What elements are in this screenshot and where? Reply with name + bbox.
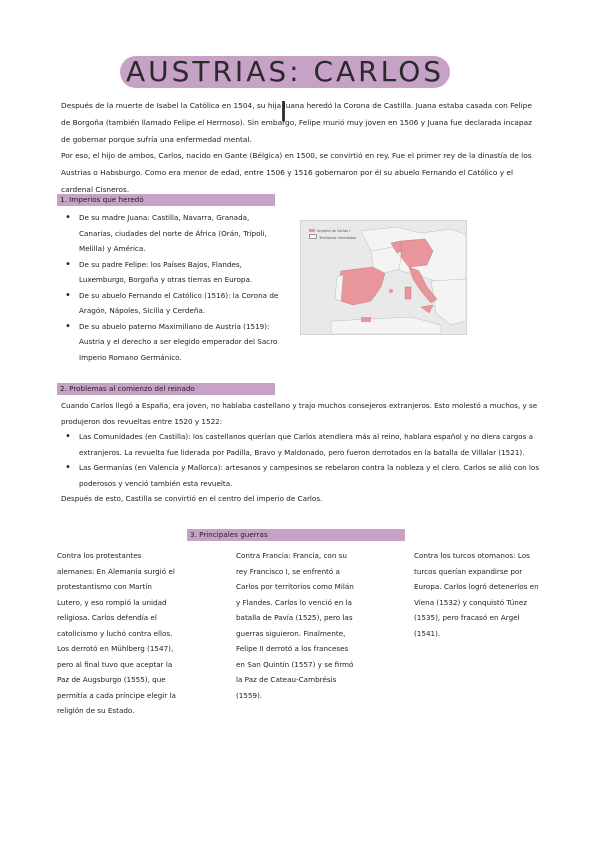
- list-item: • Las Germanías (en Valencia y Mallorca): artesanos y campesinos se rebelaron contra la nobleza y el clero. Carlos se alió con los poderosos y venció también esta revuelta.: [61, 460, 541, 491]
- map-region-sardinia: [405, 287, 411, 299]
- intro-paragraph-2: Por eso, el hijo de ambos, Carlos, nacido en Gante (Bélgica) en 1500, se convirtió en rey. Fue el primer rey de la dinastía de los Austrias o Habsburgo. Como era menor de edad, entre 1506 y 1516 gobernaron por él su abuelo Fernando el Católico y el cardenal Cisneros.: [61, 151, 532, 194]
- page-title: AUSTRIAS: CARLOS I: [125, 55, 445, 128]
- section-2-header: 2. Problemas al comienzo del reinado: [57, 383, 275, 395]
- map-region-balearics: [389, 289, 393, 293]
- section-2-body: [61, 398, 541, 507]
- list-item: • De su madre Juana: Castilla, Navarra, Granada, Canarias, ciudades del norte de África (Orán, Trípoli, Melilla) y América.: [63, 210, 281, 257]
- revolts-list: [61, 429, 541, 491]
- map-region-oran: [361, 317, 371, 322]
- legend-swatch: [309, 229, 315, 232]
- legend-entry: Imperio de Carlos I: [309, 229, 356, 234]
- list-item: • De su abuelo Fernando el Católico (1516): la Corona de Aragón, Nápoles, Sicilia y Cerdeña.: [63, 288, 281, 319]
- section-2-outro: Después de esto, Castilla se convirtió en el centro del imperio de Carlos.: [61, 494, 323, 503]
- inheritance-list: [63, 210, 281, 365]
- wars-column-turks: Contra los turcos otomanos: Los turcos querían expandirse por Europa. Carlos logró detenerlos en Viena (1532) y conquistó Túnez (1535), pero fracasó en Argel (1541).: [414, 551, 539, 638]
- intro-text: [61, 98, 541, 199]
- list-item: • Las Comunidades (en Castilla): los castellanos querían que Carlos atendiera más al reino, hablara español y no diera cargos a extranjeros. La revuelta fue liderada por Padilla, Bravo y Maldonado, pero fueron derrotados en la batalla de Villalar (1521).: [61, 429, 541, 460]
- section-2-intro: Cuando Carlos llegó a España, era joven, no hablaba castellano y trajo muchos consejeros extranjeros. Esto molestó a muchos, y se produjeron dos revueltas entre 1520 y 1522:: [61, 401, 538, 426]
- intro-paragraph-1: Después de la muerte de Isabel la Católica en 1504, su hija Juana heredó la Corona de Castilla. Juana estaba casada con Felipe de Borgoña (también llamado Felipe el Hermoso). Sin embargo, Felipe murió muy joven en 1506 y Juana fue declarada incapaz de gobernar porque sufría una enfermedad mental.: [61, 101, 533, 144]
- legend-swatch: [309, 234, 317, 239]
- list-item: • De su padre Felipe: los Países Bajos, Flandes, Luxemburgo, Borgoña y otras tierras en Europa.: [63, 257, 281, 288]
- section-1-header: 1. Imperios que heredó: [57, 194, 275, 206]
- section-3-header: 3. Principales guerras: [187, 529, 405, 541]
- wars-column-france: Contra Francia: Francia, con su rey Francisco I, se enfrentó a Carlos por territorios como Milán y Flandes. Carlos lo venció en la batalla de Pavía (1525), pero las guerras siguieron. Finalmente, Felipe II derrotó a los franceses en San Quintín (1557) y se firmó la Paz de Cateau-Cambrésis (1559).: [236, 551, 354, 700]
- europe-map: [300, 220, 467, 335]
- map-legend: [309, 229, 356, 241]
- legend-entry: Territorios heredados: [309, 234, 356, 241]
- wars-column-protestants: Contra los protestantes alemanes: En Alemania surgió el protestantismo con Martín Lutero, y eso rompió la unidad religiosa. Carlos defendía el catolicismo y luchó contra ellos. Los derrotó en Mühlberg (1547), pero al final tuvo que aceptar la Paz de Augsburgo (1555), que permitía a cada príncipe elegir la religión de su Estado.: [57, 551, 176, 715]
- list-item: • De su abuelo paterno Maximiliano de Austria (1519): Austria y el derecho a ser elegido emperador del Sacro Imperio Romano Germánico.: [63, 319, 281, 366]
